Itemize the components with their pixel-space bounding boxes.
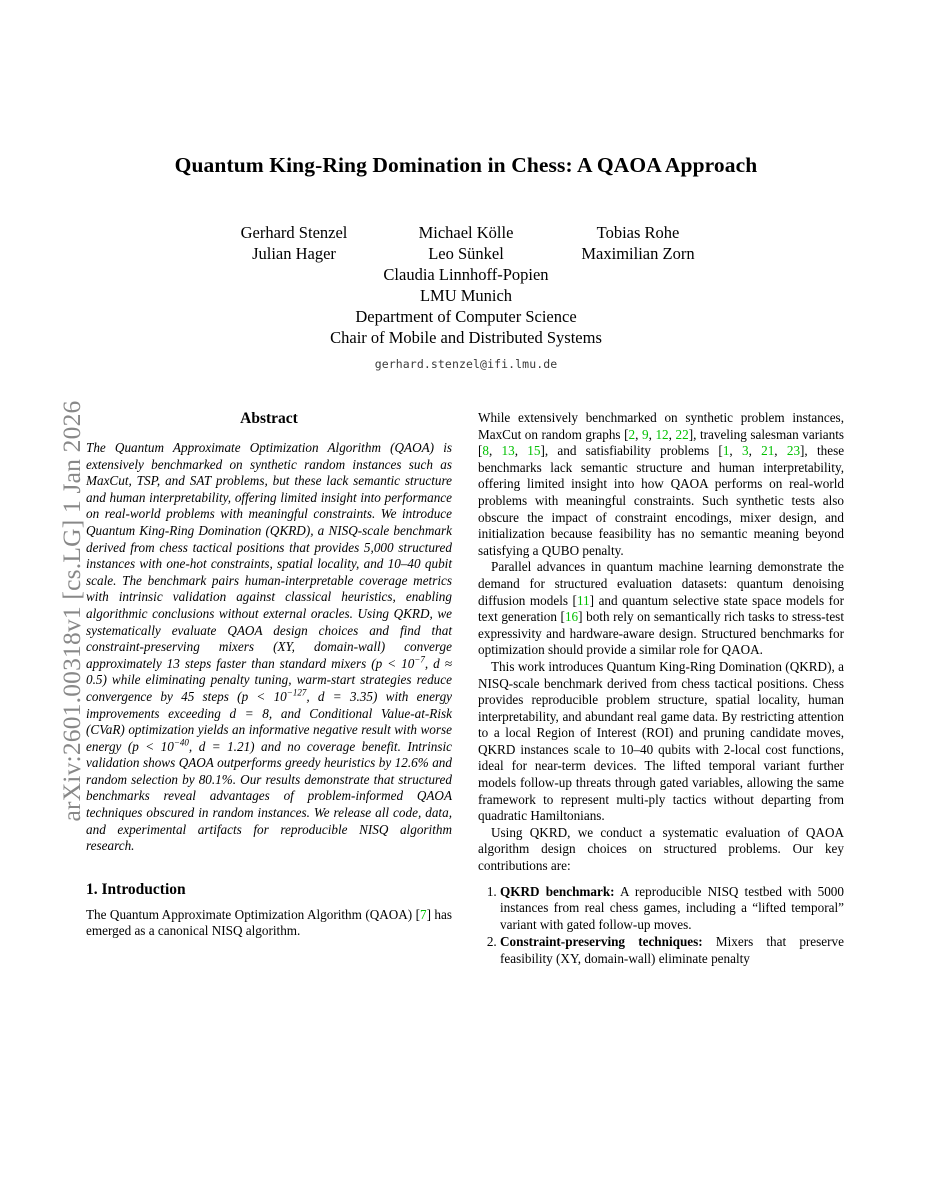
abstract-text-e: ) and no coverage benefit. Intrinsic validation shows QAOA outperforms greedy heuristics by 12.6% and random selection by 80.1%. Our results demonstrate that structured benchmarks reveal advantages of problem-informed QAOA techniques obscured in random instances. We release all code, data, and experimental artifacts for reproducible NISQ algorithm research.	[86, 738, 453, 854]
para1-text-c: ], and satisfiability problems [	[540, 443, 723, 459]
math-eq: = 3.35	[324, 688, 373, 704]
author-name: Claudia Linnhoff-Popien	[383, 265, 549, 284]
para1-text-a: While extensively benchmarked on synthetic problem instances, MaxCut on random graphs [	[478, 410, 844, 442]
affiliation-line: Department of Computer Science	[355, 307, 577, 326]
author-name: Gerhard Stenzel	[240, 223, 348, 242]
list-item	[500, 934, 844, 967]
para2-text-b: ] and quantum selective state space models for text generation [	[478, 592, 844, 625]
math-p: p	[132, 738, 139, 754]
math-base: 10	[160, 738, 174, 754]
list-item	[500, 884, 844, 934]
para2-text-a: Parallel advances in quantum machine learning demonstrate the demand for structured evaluation datasets: quantum denoising diffusion models [	[478, 559, 844, 608]
citation-link[interactable]: 12	[655, 426, 669, 442]
citation-link[interactable]: 16	[564, 609, 579, 625]
math-sep: ,	[306, 688, 318, 704]
abstract-paragraph	[86, 440, 452, 855]
abstract-text-c: ) with energy improvements exceeding	[86, 688, 453, 721]
math-eq: = 8	[236, 705, 269, 721]
affiliation-line: LMU Munich	[419, 286, 513, 305]
intro-text-b: ] has emerged as a canonical NISQ algorithm.	[86, 906, 452, 939]
left-column	[86, 410, 452, 940]
body-paragraph-3: This work introduces Quantum King-Ring Domination (QKRD), a NISQ-scale benchmark derived from chess tactical positions. Chess provides reproducible problem structure, spatial locality, human interpretability, and abundant real game data. By restricting attention to a local Region of Interest (ROI) and pruning candidate moves, QKRD instances scale to 10–40 qubits with 2-local cost functions, ideal for near-term devices. The lifted temporal variant further models follow-up threats through gated variables, allowing the same framework to represent multi-ply tactics without departing from quadratic Hamiltonians.	[478, 658, 844, 824]
math-approx: ≈ 0.5	[86, 655, 452, 688]
citation-link[interactable]: 9	[641, 426, 649, 442]
abstract-text-b: ) while eliminating penalty tuning, warm-start strategies reduce convergence by 45 steps (	[86, 672, 452, 704]
citation-link[interactable]: 2	[628, 426, 636, 442]
math-sep: ,	[424, 655, 434, 671]
abstract-text-a: The Quantum Approximate Optimization Algorithm (QAOA) is extensively benchmarked on synthetic random instances such as MaxCut, TSP, and SAT problems, but these lack semantic structure and human interpretability, offering limited insight into performance on real-world problems with meaningful constraints. We introduce Quantum King-Ring Domination (QKRD), a NISQ-scale benchmark derived from chess tactical positions that provides 5,000 structured instances with one-hot constraints, spatial locality, and 10–40 qubit scale. The benchmark pairs human-interpretable coverage metrics with intrinsic validation against classical heuristics, enabling algorithmic conclusions without external oracles. Using QKRD, we systematically evaluate QAOA design choices and find that constraint-preserving mixers (XY, domain-wall) converge approximately 13 steps faster than standard mixers (	[86, 440, 452, 671]
body-paragraph-2	[478, 559, 844, 659]
math-d: d	[198, 738, 206, 754]
math-base: 10	[401, 655, 415, 671]
affiliation-line: Chair of Mobile and Distributed Systems	[330, 328, 602, 347]
citation-link[interactable]: 7	[420, 906, 427, 922]
math-sep: ,	[188, 738, 199, 754]
math-d: d	[433, 655, 440, 671]
para1-text-d: ], these benchmarks lack semantic structure and human interpretability, offering limited insight into how QAOA performs on real-world problems with meaningful constraints. Such synthetic tests also obscure the impact of constraint encodings, mixer design, and initialization because feasibility has no semantic meaning beyond satisfying a QUBO penalty.	[478, 443, 845, 558]
contribution-label: QKRD benchmark:	[500, 883, 615, 899]
citation-link[interactable]: 11	[576, 592, 590, 608]
citation-link[interactable]: 23	[786, 443, 801, 459]
math-exponent: −7	[414, 654, 425, 665]
contact-email[interactable]: gerhard.stenzel@ifi.lmu.de	[374, 357, 558, 371]
math-p: p	[375, 655, 383, 671]
para2-text-c: ] both rely on semantically rich tasks to stress-test expressivity and hardware-aware design. Structured benchmarks for optimization should provide a similar role for QAOA.	[478, 609, 844, 658]
author-name: Tobias Rohe	[596, 223, 680, 242]
body-paragraph-1: While extensively benchmarked on synthetic problem instances, MaxCut on random graphs [2, 9, 12, 22], traveling salesman variants [8, 13, 15], and satisfiability problems [1, 3, 21, 23], these benchmarks lack semantic structure and human interpretability, offering limited insight into how QAOA performs on real-world problems with meaningful constraints. Such synthetic tests also obscure the impact of constraint encodings, mixer design, and initialization because feasibility has no semantic meaning beyond satisfying a QUBO penalty.	[478, 410, 845, 558]
citation-link[interactable]: 15	[527, 443, 541, 459]
citation-link[interactable]: 21	[761, 443, 775, 459]
citation-link[interactable]: 22	[675, 426, 689, 442]
title-block	[86, 152, 846, 179]
math-lt: <	[248, 688, 274, 704]
contribution-text: A reproducible NISQ testbed with 5000 instances from real chess games, including a “lifted temporal” variant with gated follow-up moves.	[500, 883, 844, 932]
citation-link[interactable]: 1	[722, 443, 730, 459]
math-lt: <	[138, 738, 161, 754]
arxiv-stamp	[0, 0, 90, 1200]
author-name: Julian Hager	[252, 244, 336, 263]
math-p: p	[241, 688, 249, 704]
math-base: 10	[273, 688, 287, 704]
math-lt: <	[382, 655, 402, 671]
citation-link[interactable]: 13	[501, 443, 515, 459]
author-name: Leo Sünkel	[428, 244, 504, 263]
author-block	[86, 222, 846, 375]
intro-paragraph	[86, 907, 452, 940]
body-paragraph-4: Using QKRD, we conduct a systematic evaluation of QAOA algorithm design choices on structured problems. Our key contributions are:	[478, 824, 844, 874]
intro-text-a: The Quantum Approximate Optimization Algorithm (QAOA) [	[86, 906, 421, 922]
section-heading-introduction: 1. Introduction	[86, 880, 186, 898]
arxiv-stamp-text: arXiv:2601.00318v1 [cs.LG] 1 Jan 2026	[57, 400, 86, 822]
contribution-label: Constraint-preserving techniques:	[500, 934, 703, 950]
math-exponent: −40	[173, 737, 189, 748]
citation-link[interactable]: 8	[482, 443, 489, 459]
abstract-text-d: , and Conditional Value-at-Risk (CVaR) optimization yields an informative negative result with worse energy (	[86, 705, 452, 754]
para1-text-b: ], traveling salesman variants [	[478, 426, 845, 459]
abstract-heading: Abstract	[240, 410, 298, 427]
right-column	[478, 410, 844, 969]
math-d: d	[317, 688, 325, 704]
contributions-list	[478, 884, 844, 968]
author-row-2	[86, 243, 846, 264]
contribution-text: Mixers that preserve feasibility (XY, domain-wall) eliminate penalty	[500, 934, 844, 966]
author-name: Maximilian Zorn	[581, 244, 695, 263]
math-exponent: −127	[286, 687, 307, 698]
math-d: d	[229, 705, 237, 721]
citation-link[interactable]: 3	[741, 443, 749, 459]
page-title: Quantum King-Ring Domination in Chess: A QAOA Approach	[174, 153, 758, 177]
author-row-1	[86, 222, 846, 243]
math-eq: = 1.21	[205, 738, 251, 754]
author-name: Michael Kölle	[418, 223, 514, 242]
